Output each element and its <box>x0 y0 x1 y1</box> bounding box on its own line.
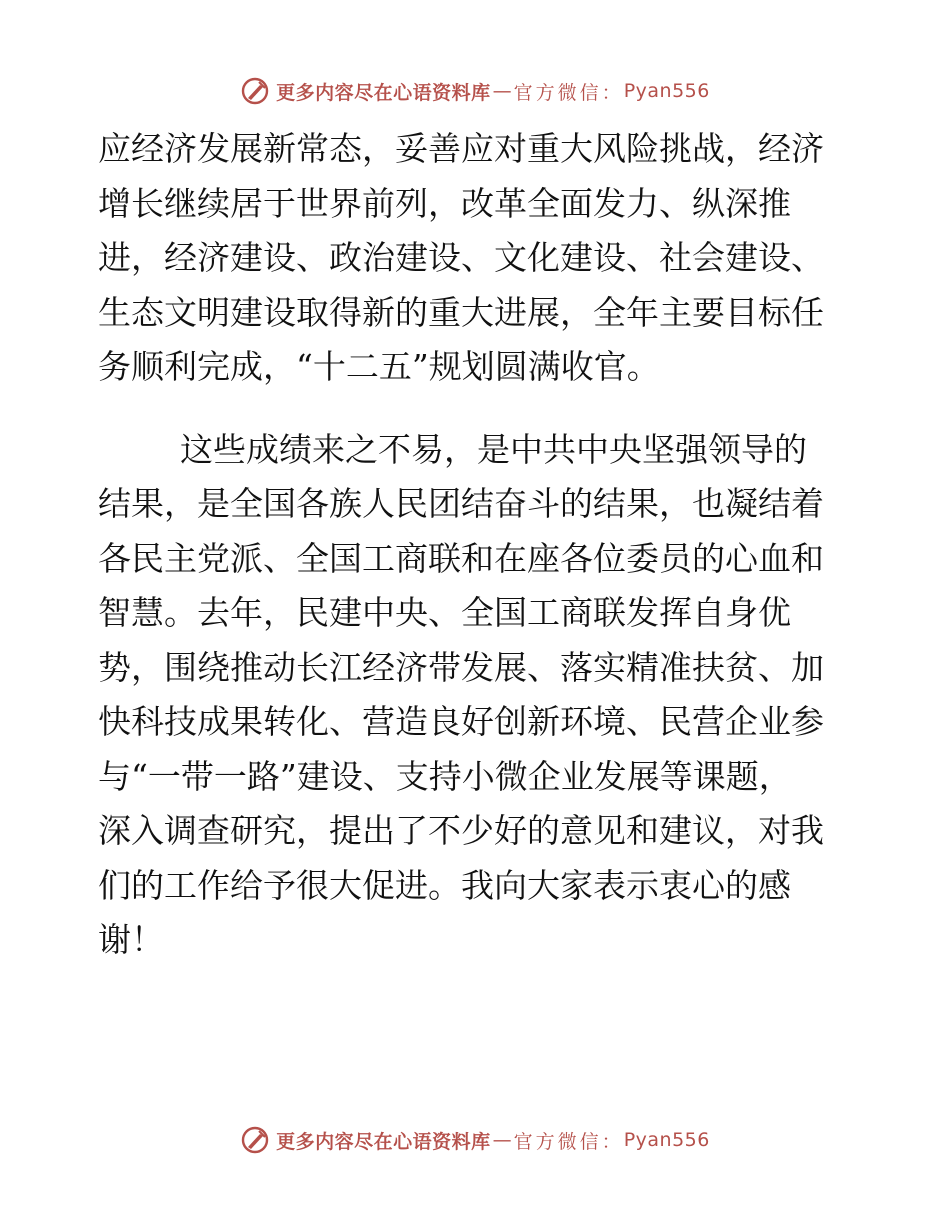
text-line: 谢！ <box>98 920 164 959</box>
text-line: 深入调查研究，提出了不少好的意见和建议，对我 <box>98 811 824 850</box>
text-line: 应经济发展新常态，妥善应对重大风险挑战，经济 <box>98 129 824 168</box>
paragraph-spacer <box>98 395 858 423</box>
text-line: 智慧。去年，民建中央、全国工商联发挥自身优 <box>98 593 791 632</box>
text-line: 增长继续居于世界前列，改革全面发力、纵深推 <box>98 183 791 223</box>
text-line: 势，围绕推动长江经济带发展、落实精准扶贫、加 <box>98 647 824 687</box>
text-line: 们的工作给予很大促进。我向大家表示衷心的感 <box>98 865 791 905</box>
watermark-dash: — <box>492 80 512 102</box>
watermark-label: 官方微信： <box>513 81 624 104</box>
watermark-footer <box>0 1120 950 1160</box>
text-line: 这些成绩来之不易，是中共中央坚强领导的 <box>180 429 807 469</box>
text-line: 务顺利完成，“十二五”规划圆满收官。 <box>98 347 660 386</box>
quill-circle-logo-icon <box>240 76 270 106</box>
watermark-id: Pyan556 <box>623 80 710 102</box>
document-body <box>98 122 858 968</box>
text-line: 结果，是全国各族人民团结奋斗的结果，也凝结着 <box>98 484 824 523</box>
watermark-header <box>0 71 950 111</box>
text-line: 各民主党派、全国工商联和在座各位委员的心血和 <box>98 538 824 578</box>
paragraph-2 <box>98 423 858 968</box>
quill-circle-logo-icon <box>240 1125 270 1155</box>
watermark-brand: 更多内容尽在心语资料库 <box>276 1130 491 1153</box>
text-line: 快科技成果转化、营造良好创新环境、民营企业参 <box>98 702 824 741</box>
watermark-brand: 更多内容尽在心语资料库 <box>276 81 491 104</box>
watermark-dash: — <box>492 1129 512 1151</box>
text-line: 生态文明建设取得新的重大进展，全年主要目标任 <box>98 292 824 332</box>
watermark-label: 官方微信： <box>513 1130 624 1153</box>
text-line: 与“一带一路”建设、支持小微企业发展等课题， <box>98 756 792 796</box>
text-line: 进，经济建设、政治建设、文化建设、社会建设、 <box>98 238 824 277</box>
watermark-id: Pyan556 <box>623 1129 710 1151</box>
paragraph-1 <box>98 122 858 395</box>
